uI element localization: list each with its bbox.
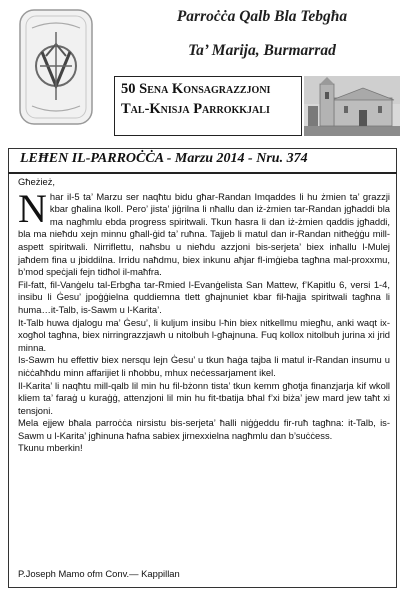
anniversary-line-1: 50 Sena Konsagrazzjoni [121, 81, 271, 97]
paragraph-1 [18, 185, 390, 279]
letter-greeting: Għeżież, [18, 176, 55, 187]
masthead-title: LEĦEN IL-PARROĊĊA - Marzu 2014 - Nru. 374 [20, 151, 308, 166]
newsletter-masthead [8, 150, 397, 174]
paragraph-5: Il-Karita’ li naqħtu mill-qalb lil min hu fil-bżonn tista’ tkun kemm għotja finanzjarja kif wkoll kliem ta’ faraġ u kuraġġ, attenzjoni lil min hu fit-tbatija bħal f’xi biża’ jew mard jew taħt xi tensjoni. [18, 379, 390, 416]
letter-body [18, 176, 390, 455]
church-photo-icon [304, 76, 400, 136]
drop-cap: N [18, 185, 47, 231]
header [8, 2, 397, 142]
signature: P.Joseph Mamo ofm Conv.— Kappillan [18, 568, 180, 579]
paragraph-4: Is-Sawm hu effettiv biex nersqu lejn Ġesu’ u tkun ħaġa tajba li matul ir-Randan insumu u niċċaħħdu minn affarijiet li nħobbu, mhux neċessarjament ikel. [18, 354, 390, 378]
paragraph-6: Mela ejjew bħala parroċċa nirsistu bis-serjeta’ ħalli niġġeddu fir-ruħ tagħna: it-Talb, is-Sawm u l-Karita’ jgħinuna ħafna sabiex jirnexxielna nagħmlu dan b’suċċess. [18, 417, 390, 441]
parish-name: Parroċċa Qalb Bla Tebgħa [176, 8, 348, 25]
paragraph-2: Fil-fatt, fil-Vanġelu tal-Erbgħa tar-Rmied l-Evanġelista San Mattew, f’Kapitlu 6, versi 1-4, insibu li Ġesu’ jpoġġielna quddiemna tlett għajnuniet kbar fil-ħajja spiritwali tagħna li huma…it-Talb, is-Sawm u l-Karita’. [18, 278, 390, 315]
parish-logo-icon [18, 8, 94, 126]
closing-line: Tkunu mberkin! [18, 442, 83, 454]
paragraph-1-text: har il-5 ta’ Marzu ser naqħtu bidu għar-Randan Imqaddes li hu żmien ta’ grazzji kbar għalina lkoll. Pero’ jista’ jiġrilna li nħallu dan iż-żmien tar-Randan jgħaddi bla ma nagħmlu ebda progress spiritwali. Tkun ħasra li dan iż-żmien qaddis jgħaddi, bla ma nieħdu xejn minnu għall-ġid ta’ ruħna. Tajjeb li matul dan ir-Randan nitħeġġu mill-aspett spiritwali. Nirriflettu, naħsbu u nieħdu azzjoni bis-serjeta’ biex inħallu l-Mulej jaħdem fina u jbiddilna. Irridu naħdmu, biex inkunu aħjar fl-imġieba tagħna mal-proxxmu, b’mod speċjali fejn tidħol il-maħfra. [18, 190, 390, 278]
anniversary-line-2: Tal-Knisja Parrokkjali [121, 101, 270, 117]
parish-subtitle: Ta’ Marija, Burmarrad [188, 42, 336, 59]
paragraph-3: It-Talb huwa djalogu ma’ Ġesu’, li kuljum insibu l-ħin biex nitkellmu miegħu, anki waqt ix-xogħol tagħna, biex nirringrazzjawh u nitolbuh l-għajnuna. Fuq kollox nitolbuh jurina xi jrid minna. [18, 316, 390, 353]
anniversary-box [114, 76, 302, 136]
